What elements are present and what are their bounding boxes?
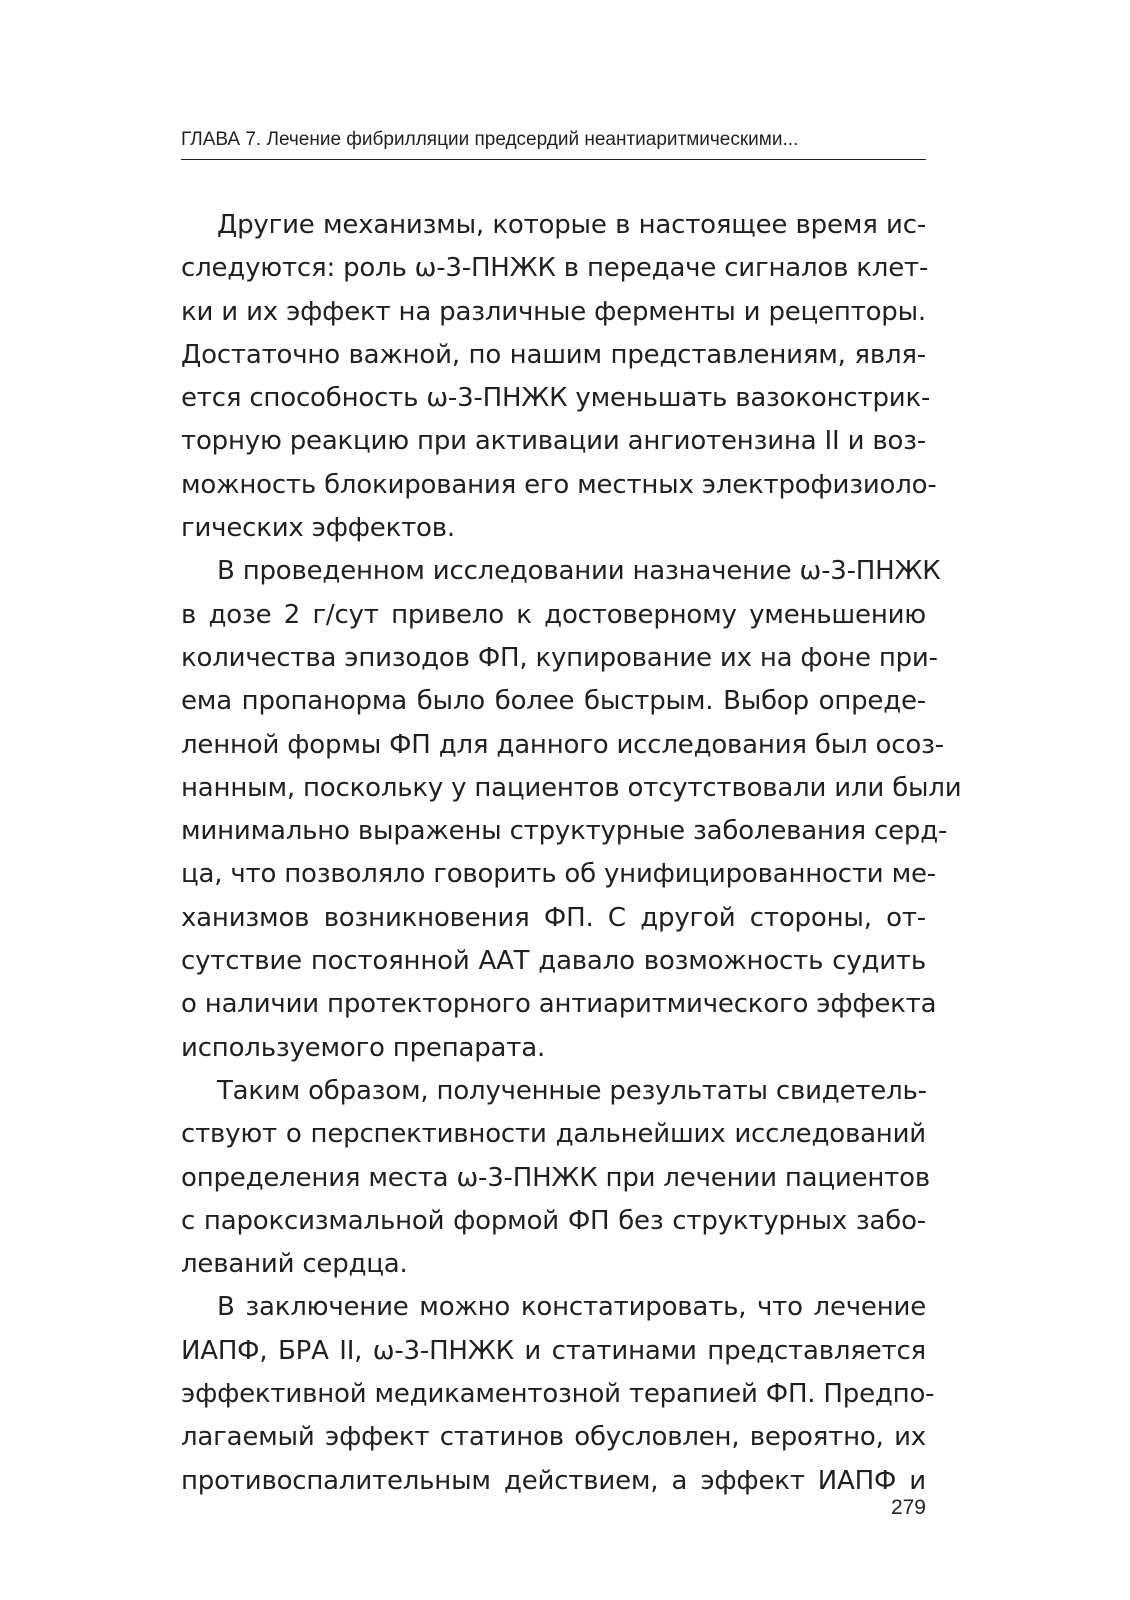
text-line: ца, что позволяло говорить об унифицированности ме- — [181, 859, 936, 890]
text-line: используемого препарата. — [181, 1032, 546, 1063]
header-rule — [181, 159, 926, 160]
text-line: Другие механизмы, которые в настоящее время ис- — [217, 210, 926, 240]
text-line: ки и их эффект на различные ферменты и рецепторы. — [181, 296, 926, 327]
paragraph-2 — [181, 550, 962, 1070]
text-line: ханизмов возникновения ФП. С другой стороны, от- — [181, 902, 926, 933]
text-line: Достаточно важной, по нашим представлениям, явля- — [181, 339, 926, 370]
text-line: В проведенном исследовании назначение ω-3-ПНЖК — [217, 556, 941, 587]
page-number: 279 — [890, 1496, 926, 1519]
text-line: с пароксизмальной формой ФП без структурных забо- — [181, 1205, 926, 1236]
body-text — [181, 204, 962, 1503]
text-line: количества эпизодов ФП, купирование их на фоне при- — [181, 642, 938, 673]
text-line: минимально выражены структурные заболевания серд- — [181, 816, 948, 847]
text-line: определения места ω-3-ПНЖК при лечении пациентов — [181, 1162, 930, 1193]
text-line: лагаемый эффект статинов обусловлен, вероятно, их — [181, 1422, 926, 1453]
text-line: В заключение можно констатировать, что лечение — [217, 1292, 926, 1323]
text-line: ствуют о перспективности дальнейших исследований — [181, 1119, 926, 1150]
text-line: Таким образом, полученные результаты свидетель- — [217, 1075, 927, 1106]
text-line: нанным, поскольку у пациентов отсутствовали или были — [181, 772, 962, 803]
text-line: ется способность ω-3-ПНЖК уменьшать вазоконстрик- — [181, 383, 931, 414]
text-line: в дозе 2 г/сут привело к достоверному уменьшению — [181, 599, 926, 630]
running-header: ГЛАВА 7. Лечение фибрилляции предсердий неантиаритмическими... — [181, 129, 799, 150]
text-line: торную реакцию при активации ангиотензина II и воз- — [181, 426, 926, 457]
text-line: леваний сердца. — [181, 1249, 408, 1280]
text-line: сутствие постоянной ААТ давало возможность судить — [181, 946, 926, 977]
paragraph-1 — [181, 204, 937, 550]
text-line: следуются: роль ω-3-ПНЖК в передаче сигналов клет- — [181, 253, 929, 284]
text-line: противоспалительным действием, а эффект ИАПФ и — [181, 1465, 926, 1496]
text-line: о наличии протекторного антиаритмического эффекта — [181, 989, 937, 1020]
text-line: ема пропанорма было более быстрым. Выбор опреде- — [181, 686, 926, 717]
text-line: эффективной медикаментозной терапией ФП. Предпо- — [181, 1379, 935, 1410]
text-line: можность блокирования его местных электрофизиоло- — [181, 469, 937, 500]
text-line: гических эффектов. — [181, 513, 455, 544]
paragraph-4 — [181, 1286, 935, 1502]
text-line: ИАПФ, БРА II, ω-3-ПНЖК и статинами представляется — [181, 1335, 926, 1366]
paragraph-3 — [181, 1070, 930, 1286]
text-line: ленной формы ФП для данного исследования был осоз- — [181, 729, 944, 760]
